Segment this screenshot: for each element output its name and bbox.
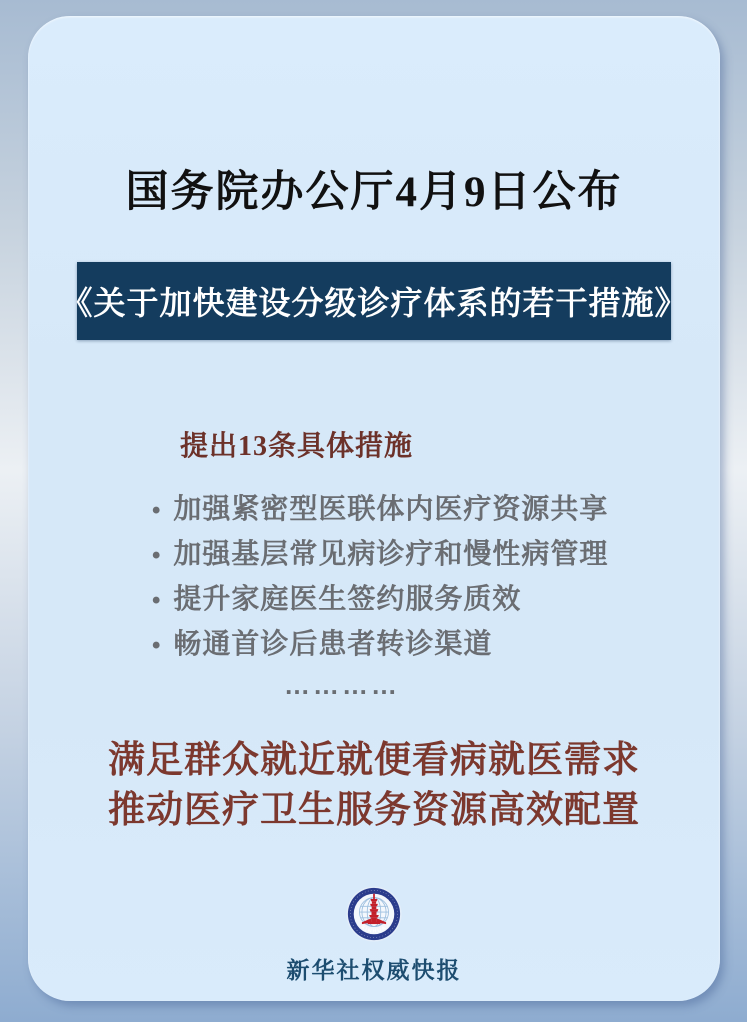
list-item [152, 487, 720, 532]
bullet-icon: • [152, 632, 162, 659]
poster-card [28, 16, 720, 1001]
ellipsis-text: ………… [284, 670, 400, 700]
page-title: 国务院办公厅4月9日公布 [125, 169, 623, 216]
brand-text: 新华社权威快报 [286, 957, 462, 983]
xinhua-emblem-icon [345, 885, 403, 943]
bullet-icon: • [152, 587, 162, 614]
footer [28, 885, 720, 985]
list-item [152, 622, 720, 667]
list-item-text: 畅通首诊后患者转诊渠道 [173, 628, 493, 659]
emblem-label: XINHUA [359, 924, 389, 935]
section-heading: 提出13条具体措施 [180, 431, 414, 462]
highlight-block [28, 735, 720, 835]
highlight-line: 满足群众就近就便看病就医需求 [108, 739, 640, 780]
bullet-icon: • [152, 497, 162, 524]
bullet-icon: • [152, 542, 162, 569]
list-item [152, 577, 720, 622]
document-title-text: 《关于加快建设分级诊疗体系的若干措施》 [60, 285, 688, 321]
highlight-line: 推动医疗卫生服务资源高效配置 [108, 789, 640, 830]
list-item-text: 加强紧密型医联体内医疗资源共享 [173, 493, 609, 524]
list-item-text: 提升家庭医生签约服务质效 [173, 583, 522, 614]
document-title-banner [60, 262, 688, 340]
measures-list [152, 487, 720, 667]
list-item [152, 532, 720, 577]
list-item-text: 加强基层常见病诊疗和慢性病管理 [173, 538, 609, 569]
